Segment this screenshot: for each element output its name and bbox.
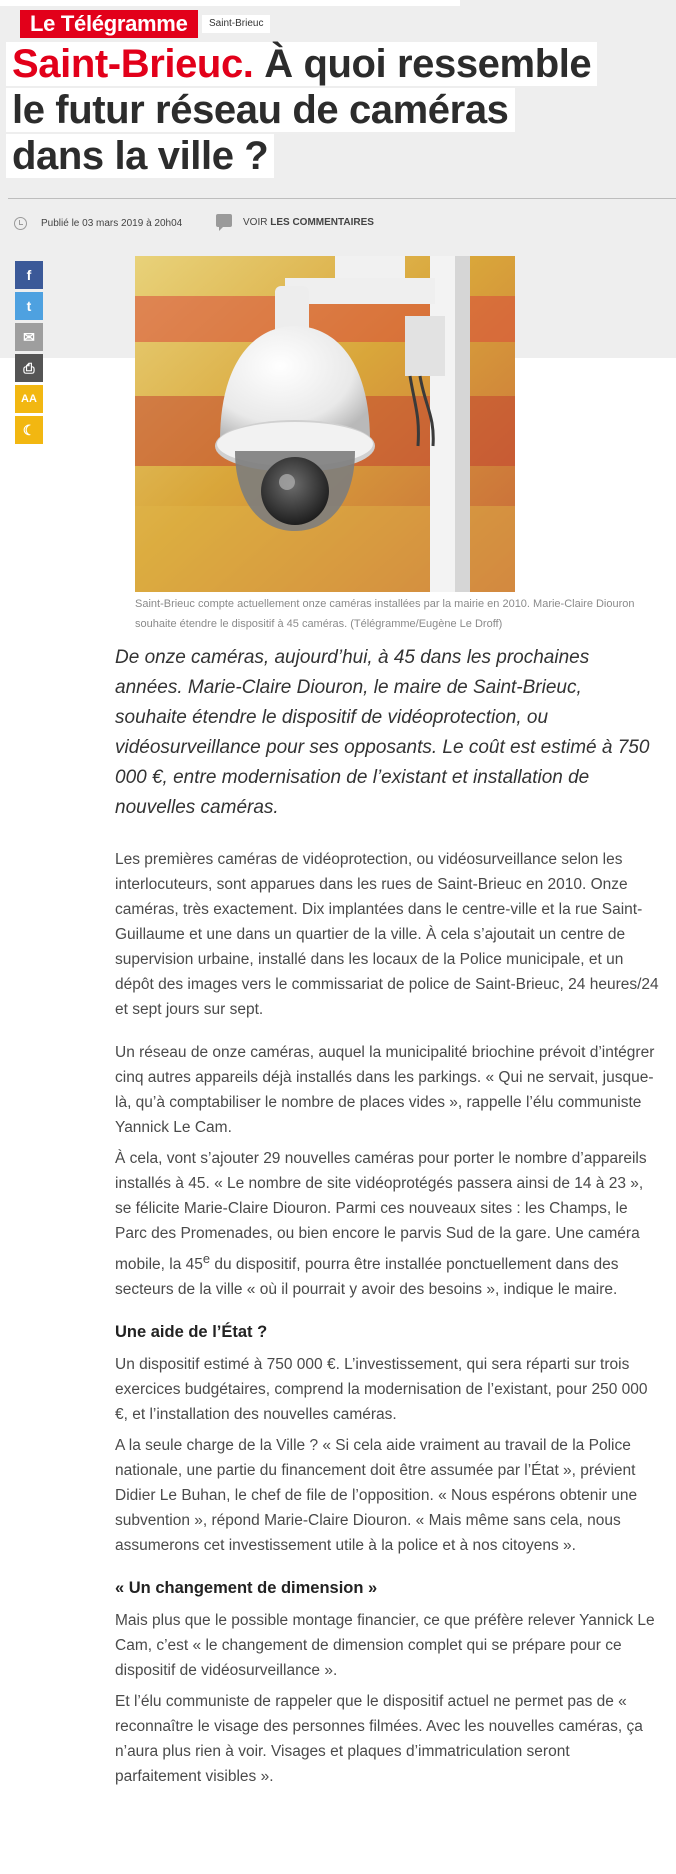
night-mode-button[interactable] bbox=[15, 416, 43, 444]
header-top-rule bbox=[0, 0, 460, 6]
section-tag[interactable]: Saint-Brieuc bbox=[202, 15, 270, 33]
comment-icon[interactable] bbox=[216, 214, 232, 227]
headline-line-2: le futur réseau de caméras bbox=[6, 88, 515, 132]
headline-line-3: dans la ville ? bbox=[6, 134, 274, 178]
font-size-icon: AA bbox=[21, 393, 37, 405]
print-button[interactable] bbox=[15, 354, 43, 382]
twitter-share-button[interactable] bbox=[15, 292, 43, 320]
comments-link[interactable] bbox=[243, 217, 374, 228]
publish-date: Publié le 03 mars 2019 à 20h04 bbox=[41, 217, 183, 229]
comments-link-label: LES COMMENTAIRES bbox=[270, 217, 374, 228]
font-size-button[interactable] bbox=[15, 385, 43, 413]
ordinal-suffix: e bbox=[202, 1251, 211, 1266]
comments-link-prefix: VOIR bbox=[243, 217, 268, 228]
article-intro: De onze caméras, aujourd’hui, à 45 dans les prochaines années. Marie-Claire Diouron, le maire de Saint-Brieuc, souhaite étendre le dispositif de vidéoprotection, ou vidéosurveillance pour ses opposants. Le coût est estimé à 750 000 €, entre modernisation de l’existant et installation de nouvelles caméras. bbox=[115, 647, 650, 818]
article-body bbox=[115, 847, 660, 1789]
site-logo[interactable]: Le Télégramme bbox=[20, 10, 198, 38]
article-paragraph-4: Un dispositif estimé à 750 000 €. L’investissement, qui sera réparti sur trois exercices budgétaires, comprend la modernisation de l’existant, pour 250 000 €, et l’installation des nouvelles caméras. bbox=[115, 1356, 648, 1424]
article-paragraph-3 bbox=[115, 1146, 660, 1302]
facebook-icon: f bbox=[26, 267, 32, 283]
subheading-state-aid: Une aide de l’État ? bbox=[115, 1323, 268, 1342]
paragraph-3-end: du dispositif, pourra être installée ponctuellement dans des secteurs de la ville « où il pourrait y avoir des besoins », indique le maire. bbox=[115, 1256, 619, 1299]
twitter-icon: t bbox=[26, 298, 32, 314]
security-camera-image bbox=[135, 256, 515, 592]
headline-line-1 bbox=[6, 42, 597, 86]
moon-icon: ☾ bbox=[22, 421, 36, 438]
article-headline bbox=[6, 42, 646, 180]
article-paragraph-1: Les premières caméras de vidéoprotection, ou vidéosurveillance selon les interlocuteurs, sont apparues dans les rues de Saint-Brieuc en 2010. Onze caméras, très exactement. Dix implantées dans le centre-ville et la rue Saint-Guillaume et une dans un quartier de la ville. À cela s’ajoutait un centre de supervision urbaine, installé dans les locaux de la Police municipale, et un dépôt des images vers le commissariat de police de Saint-Brieuc, 24 heures/24 et sept jours sur sept. bbox=[115, 851, 659, 1018]
subheading-change-of-dimension: « Un changement de dimension » bbox=[115, 1579, 378, 1598]
clock-icon bbox=[14, 217, 27, 230]
photo-caption: Saint-Brieuc compte actuellement onze caméras installées par la mairie en 2010. Marie-Claire Diouron souhaite étendre le dispositif à 45 caméras. (Télégramme/Eugène Le Droff) bbox=[135, 598, 635, 630]
article-paragraph-2: Un réseau de onze caméras, auquel la municipalité briochine prévoit d’intégrer cinq autres appareils déjà installés dans les parkings. « Qui ne servait, jusque-là, qu’à comptabiliser le nombre de places vides », rappelle l’élu communiste Yannick Le Cam. bbox=[115, 1044, 655, 1136]
email-icon: ✉ bbox=[23, 328, 35, 345]
article-paragraph-6: Mais plus que le possible montage financier, ce que préfère relever Yannick Le Cam, c’est « le changement de dimension complet qui se prépare pour ce dispositif de vidéosurveillance ». bbox=[115, 1612, 655, 1680]
headline-city: Saint-Brieuc. bbox=[12, 42, 254, 86]
article-paragraph-7: Et l’élu communiste de rappeler que le dispositif actuel ne permet pas de « reconnaître le visage des personnes filmées. Avec les nouvelles caméras, ça n’aura plus rien à voir. Visages et plaques d’immatriculation seront parfaitement visibles ». bbox=[115, 1693, 643, 1786]
email-share-button[interactable] bbox=[15, 323, 43, 351]
article-paragraph-5: A la seule charge de la Ville ? « Si cela aide vraiment au travail de la Police nationale, une partie du financement doit être assumée par l’État », prévient Didier Le Buhan, le chef de file de l’opposition. « Nous espérons obtenir une subvention », répond Marie-Claire Diouron. « Mais même sans cela, nous assumerons cet investissement utile à la police et à nos citoyens ». bbox=[115, 1437, 638, 1555]
headline-line-1-rest: À quoi ressemble bbox=[253, 42, 592, 86]
print-icon: ⎙ bbox=[23, 359, 35, 376]
article-photo[interactable] bbox=[135, 256, 515, 592]
paragraph-3-start: À cela, vont s’ajouter 29 nouvelles caméras pour porter le nombre d’appareils installés à 45. « Le nombre de site vidéoprotégés passera ainsi de 14 à 23 », se félicite Marie-Claire Diouron. Parmi ces nouveaux sites : les Champs, le Parc des Promenades, ou bien encore le parvis Sud de la gare. Une caméra mobile, la 45 bbox=[115, 1150, 647, 1274]
facebook-share-button[interactable] bbox=[15, 261, 43, 289]
share-toolbar bbox=[15, 261, 43, 447]
article-meta bbox=[14, 214, 374, 232]
meta-divider bbox=[8, 198, 676, 199]
